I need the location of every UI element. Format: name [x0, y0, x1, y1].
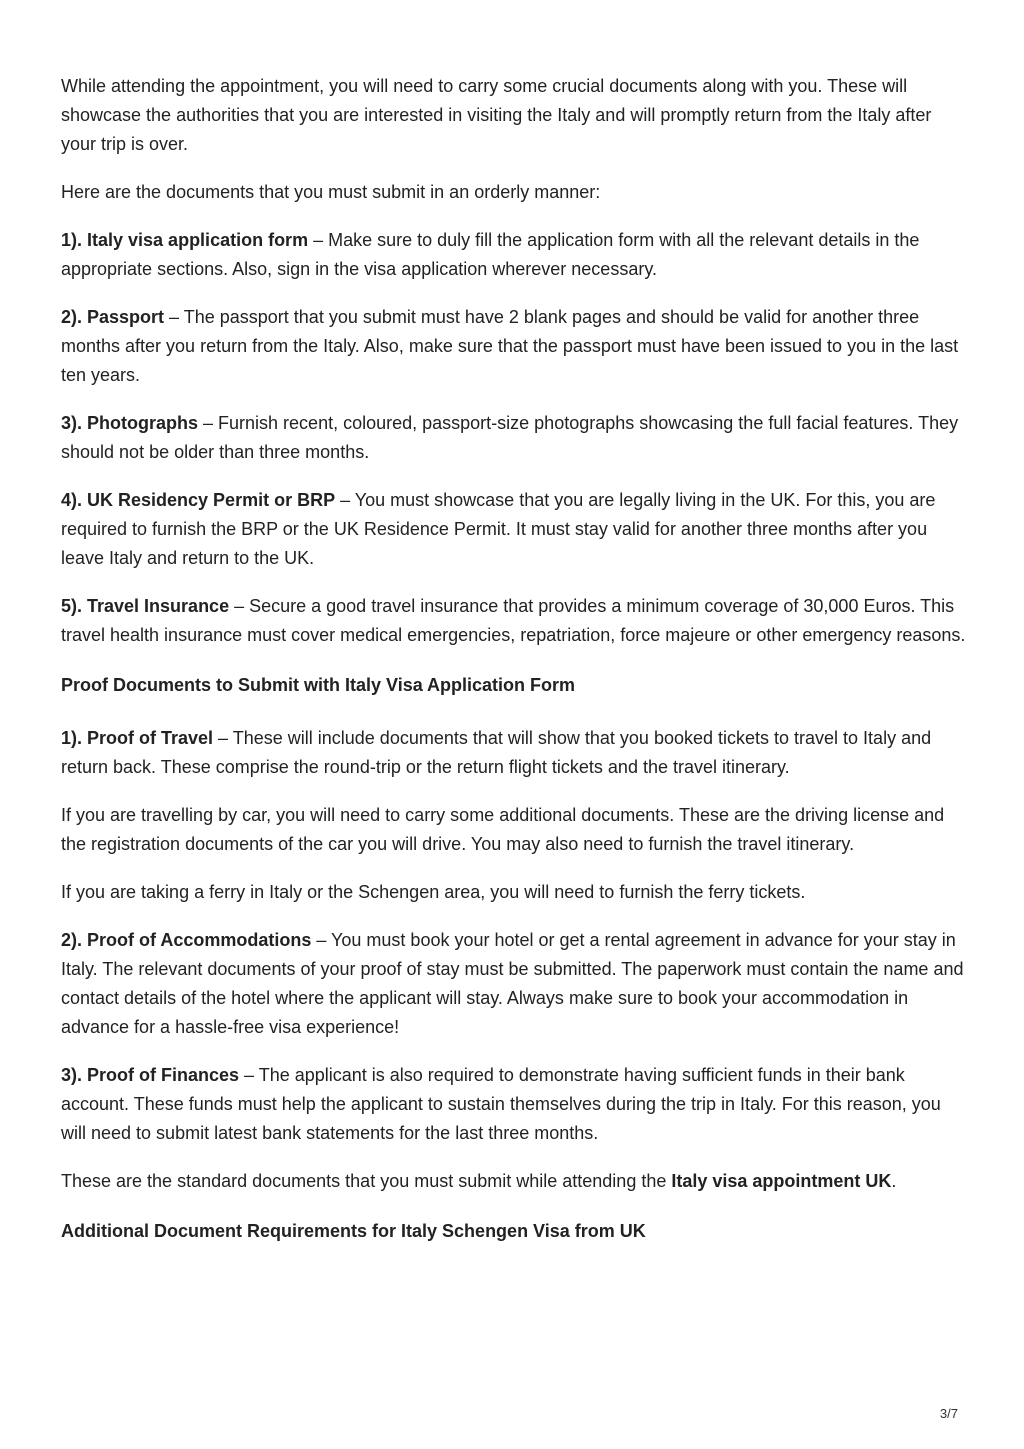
proof-of-accommodations	[61, 926, 966, 1042]
document-item-label: 2). Passport	[61, 307, 165, 327]
document-item-text: – Secure a good travel insurance that provides a minimum coverage of 30,000 Euros. This travel health insurance must cover medical emergencies, repatriation, force majeure or other emergency reasons.	[61, 596, 966, 645]
proof-label: 3). Proof of Finances	[61, 1065, 240, 1085]
proof-of-finances	[61, 1061, 966, 1148]
proof-label: 2). Proof of Accommodations	[61, 930, 312, 950]
document-item-application-form	[61, 226, 966, 284]
lead-paragraph: Here are the documents that you must submit in an orderly manner:	[61, 182, 601, 202]
document-item-label: 4). UK Residency Permit or BRP	[61, 490, 336, 510]
proof-label: 1). Proof of Travel	[61, 728, 214, 748]
proof-text: – You must book your hotel or get a rental agreement in advance for your stay in Italy. The relevant documents of your proof of stay must be submitted. The paperwork must contain the name and contact details of the hotel where the applicant will stay. Always make sure to book your accommodation in advance for a hassle-free visa experience!	[61, 930, 964, 1037]
proof-documents-heading: Proof Documents to Submit with Italy Visa Application Form	[61, 675, 576, 695]
document-item-label: 3). Photographs	[61, 413, 199, 433]
document-item-photographs	[61, 409, 966, 467]
document-item-text: – Make sure to duly fill the application form with all the relevant details in the appropriate sections. Also, sign in the visa application wherever necessary.	[61, 230, 920, 279]
document-item-text: – Furnish recent, coloured, passport-size photographs showcasing the full facial features. They should not be older than three months.	[61, 413, 959, 462]
document-body	[61, 72, 966, 1270]
page-number: 3/7	[939, 1406, 958, 1421]
standard-text: These are the standard documents that you must submit while attending the	[61, 1171, 672, 1191]
ferry-paragraph: If you are taking a ferry in Italy or the Schengen area, you will need to furnish the ferry tickets.	[61, 882, 806, 902]
standard-bold-text: Italy visa appointment UK	[671, 1171, 892, 1191]
intro-paragraph: While attending the appointment, you will need to carry some crucial documents along with you. These will showcase the authorities that you are interested in visiting the Italy and will promptly return from the Italy after your trip is over.	[61, 76, 932, 154]
proof-of-travel	[61, 724, 966, 782]
document-item-text: – The passport that you submit must have 2 blank pages and should be valid for another three months after you return from the Italy. Also, make sure that the passport must have been issued to you in the last ten years.	[61, 307, 959, 385]
document-item-label: 5). Travel Insurance	[61, 596, 230, 616]
standard-documents-paragraph	[61, 1167, 966, 1196]
additional-requirements-heading: Additional Document Requirements for Italy Schengen Visa from UK	[61, 1221, 646, 1241]
document-item-travel-insurance	[61, 592, 966, 650]
car-paragraph: If you are travelling by car, you will need to carry some additional documents. These are the driving license and the registration documents of the car you will drive. You may also need to furnish the travel itinerary.	[61, 805, 945, 854]
document-item-passport	[61, 303, 966, 390]
document-item-label: 1). Italy visa application form	[61, 230, 309, 250]
document-item-text: – You must showcase that you are legally living in the UK. For this, you are required to furnish the BRP or the UK Residence Permit. It must stay valid for another three months after you leave Italy and return to the UK.	[61, 490, 936, 568]
standard-end: .	[891, 1171, 897, 1191]
proof-text: – The applicant is also required to demonstrate having sufficient funds in their bank account. These funds must help the applicant to sustain themselves during the trip in Italy. For this reason, you will need to submit latest bank statements for the last three months.	[61, 1065, 941, 1143]
proof-text: – These will include documents that will show that you booked tickets to travel to Italy and return back. These comprise the round-trip or the return flight tickets and the travel itinerary.	[61, 728, 932, 777]
document-item-residency-permit	[61, 486, 966, 573]
